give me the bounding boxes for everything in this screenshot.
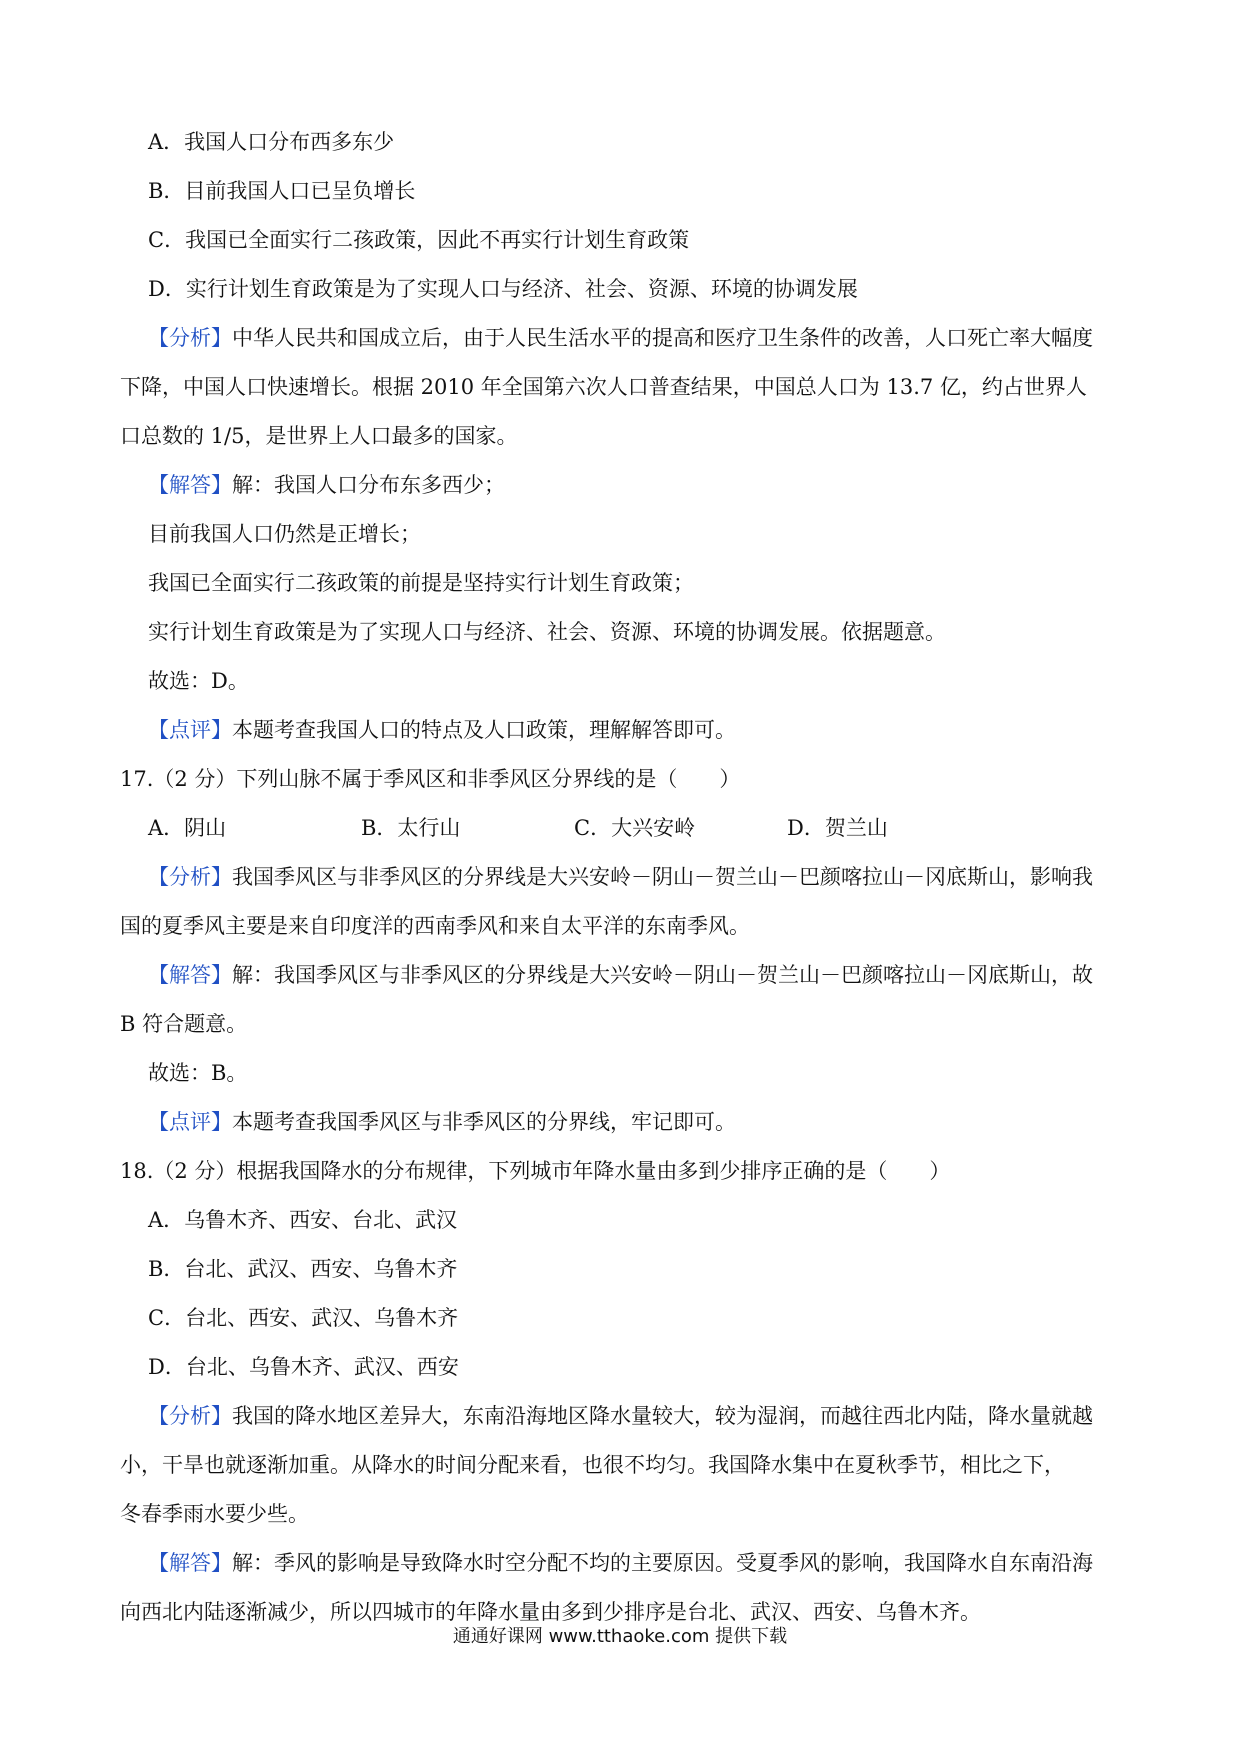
- q17-answer-line-2: B 符合题意。: [120, 1012, 248, 1036]
- q16-analysis-line-1: 【分析】中华人民共和国成立后，由于人民生活水平的提高和医疗卫生条件的改善，人口死亡率大幅度: [148, 326, 1093, 350]
- q18-option-b: B．台北、武汉、西安、乌鲁木齐: [148, 1257, 458, 1281]
- q16-option-d: D．实行计划生育政策是为了实现人口与经济、社会、资源、环境的协调发展: [148, 277, 858, 301]
- answer-tag: 【解答】: [148, 963, 232, 987]
- q16-choice: 故选：D。: [148, 669, 249, 693]
- q16-option-c: C．我国已全面实行二孩政策，因此不再实行计划生育政策: [148, 228, 690, 252]
- q18-answer-line-2: 向西北内陆逐渐减少，所以四城市的年降水量由多到少排序是台北、武汉、西安、乌鲁木齐。: [120, 1600, 981, 1624]
- page-footer: 通通好课网 www.tthaoke.com 提供下载: [452, 1626, 788, 1647]
- analysis-tag: 【分析】: [148, 326, 232, 350]
- q18-analysis-line-3: 冬春季雨水要少些。: [120, 1502, 309, 1526]
- q16-answer-line-4: 实行计划生育政策是为了实现人口与经济、社会、资源、环境的协调发展。依据题意。: [148, 620, 946, 644]
- q18-option-d: D．台北、乌鲁木齐、武汉、西安: [148, 1355, 459, 1379]
- q17-analysis-line-1: 【分析】我国季风区与非季风区的分界线是大兴安岭－阴山－贺兰山－巴颜喀拉山－冈底斯山，影响我: [148, 865, 1093, 889]
- q18-option-c: C．台北、西安、武汉、乌鲁木齐: [148, 1306, 459, 1330]
- analysis-tag: 【分析】: [148, 865, 232, 889]
- analysis-tag: 【分析】: [148, 1404, 232, 1428]
- q18-analysis-line-2: 小，干旱也就逐渐加重。从降水的时间分配来看，也很不均匀。我国降水集中在夏秋季节，相比之下，: [120, 1453, 1065, 1477]
- q16-option-b: B．目前我国人口已呈负增长: [148, 179, 416, 203]
- q16-answer-line-3: 我国已全面实行二孩政策的前提是坚持实行计划生育政策；: [148, 571, 694, 595]
- q18-stem: 18.（2 分）根据我国降水的分布规律，下列城市年降水量由多到少排序正确的是（ ）: [120, 1159, 951, 1183]
- q17-option-b: B．太行山: [361, 816, 461, 840]
- q16-answer-line-1: 【解答】解：我国人口分布东多西少；: [148, 473, 505, 497]
- comment-tag: 【点评】: [148, 1110, 232, 1134]
- q18-answer-line-1: 【解答】解：季风的影响是导致降水时空分配不均的主要原因。受夏季风的影响，我国降水自东南沿海: [148, 1551, 1093, 1575]
- q18-analysis-line-1: 【分析】我国的降水地区差异大，东南沿海地区降水量较大，较为湿润，而越往西北内陆，降水量就越: [148, 1404, 1093, 1428]
- q17-comment: 【点评】本题考查我国季风区与非季风区的分界线，牢记即可。: [148, 1110, 736, 1134]
- answer-tag: 【解答】: [148, 473, 232, 497]
- q16-comment: 【点评】本题考查我国人口的特点及人口政策，理解解答即可。: [148, 718, 736, 742]
- q17-options: [148, 804, 1138, 853]
- page-content: [120, 118, 1138, 1637]
- answer-tag: 【解答】: [148, 1551, 232, 1575]
- q18-option-a: A．乌鲁木齐、西安、台北、武汉: [148, 1208, 458, 1232]
- q16-answer-line-2: 目前我国人口仍然是正增长；: [148, 522, 421, 546]
- q17-answer-line-1: 【解答】解：我国季风区与非季风区的分界线是大兴安岭－阴山－贺兰山－巴颜喀拉山－冈底斯山，故: [148, 963, 1093, 987]
- q17-option-c: C．大兴安岭: [574, 816, 696, 840]
- q16-analysis-line-3: 口总数的 1/5，是世界上人口最多的国家。: [120, 424, 518, 448]
- comment-tag: 【点评】: [148, 718, 232, 742]
- q17-choice: 故选：B。: [148, 1061, 248, 1085]
- q16-analysis-line-2: 下降，中国人口快速增长。根据 2010 年全国第六次人口普查结果，中国总人口为 13.7 亿，约占世界人: [120, 375, 1087, 399]
- q17-analysis-line-2: 国的夏季风主要是来自印度洋的西南季风和来自太平洋的东南季风。: [120, 914, 750, 938]
- q17-option-a: A．阴山: [148, 816, 227, 840]
- q16-option-a: A．我国人口分布西多东少: [148, 130, 395, 154]
- q17-stem: 17.（2 分）下列山脉不属于季风区和非季风区分界线的是（ ）: [120, 767, 741, 791]
- q17-option-d: D．贺兰山: [787, 816, 888, 840]
